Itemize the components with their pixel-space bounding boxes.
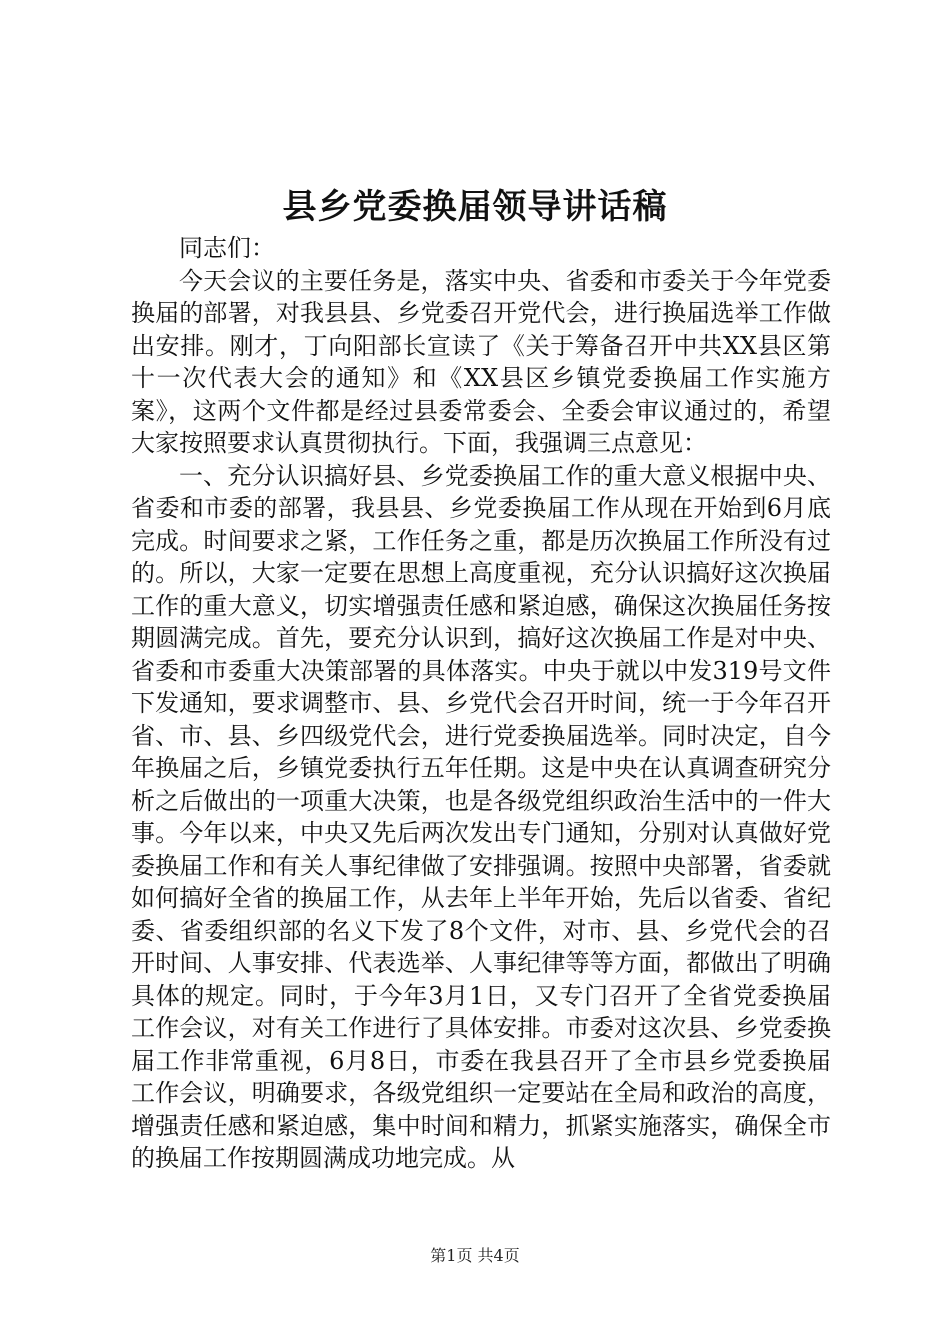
section-one-paragraph: 一、充分认识搞好县、乡党委换届工作的重大意义根据中央、省委和市委的部署，我县县、乡党委换届工作从现在开始到6月底完成。时间要求之紧，工作任务之重，都是历次换届工作所没有过的。所以，大家一定要在思想上高度重视，充分认识搞好这次换届工作的重大意义，切实增强责任感和紧迫感，确保这次换届任务按期圆满完成。首先，要充分认识到，搞好这次换届工作是对中央、省委和市委重大决策部署的具体落实。中央于就以中发319号文件下发通知，要求调整市、县、乡党代会召开时间，统一于今年召开省、市、县、乡四级党代会，进行党委换届选举。同时决定，自今年换届之后，乡镇党委执行五年任期。这是中央在认真调查研究分析之后做出的一项重大决策，也是各级党组织政治生活中的一件大事。今年以来，中央又先后两次发出专门通知，分别对认真做好党委换届工作和有关人事纪律做了安排强调。按照中央部署，省委就如何搞好全省的换届工作，从去年上半年开始，先后以省委、省纪委、省委组织部的名义下发了8个文件，对市、县、乡党代会的召开时间、人事安排、代表选举、人事纪律等等方面，都做出了明确具体的规定。同时，于今年3月1日，又专门召开了全省党委换届工作会议，对有关工作进行了具体安排。市委对这次县、乡党委换届工作非常重视，6月8日，市委在我县召开了全市县乡党委换届工作会议，明确要求，各级党组织一定要站在全局和政治的高度，增强责任感和紧迫感，集中时间和精力，抓紧实施落实，确保全市的换届工作按期圆满成功地完成。从	[131, 461, 831, 1172]
document-title: 县乡党委换届领导讲话稿	[282, 187, 668, 227]
page-number-footer: 第1页 共4页	[430, 1246, 520, 1265]
document-body	[131, 232, 831, 1175]
intro-paragraph: 今天会议的主要任务是，落实中央、省委和市委关于今年党委换届的部署，对我县县、乡党委召开党代会，进行换届选举工作做出安排。刚才，丁向阳部长宣读了《关于筹备召开中共XX县区第十一次代表大会的通知》和《XX县区乡镇党委换届工作实施方案》，这两个文件都是经过县委常委会、全委会审议通过的，希望大家按照要求认真贯彻执行。下面，我强调三点意见：	[131, 266, 831, 457]
salutation-paragraph: 同志们：	[179, 234, 275, 262]
